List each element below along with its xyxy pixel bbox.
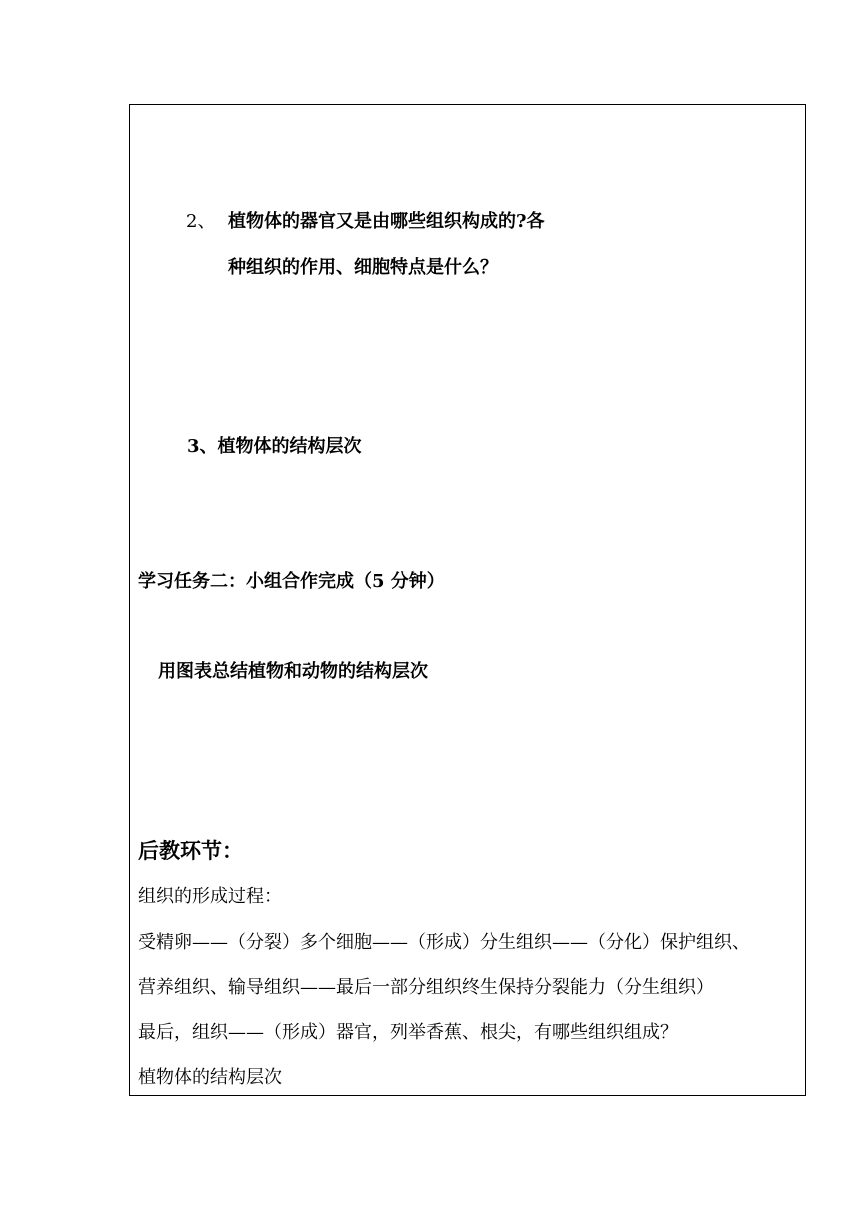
post-line-2: 受精卵——（分裂）多个细胞——（形成）分生组织——（分化）保护组织、 <box>138 932 750 953</box>
question-2-line-1: 植物体的器官又是由哪些组织构成的?各 <box>228 211 545 232</box>
task-2-title: 学习任务二：小组合作完成（5 分钟） <box>138 571 445 592</box>
post-line-4: 最后，组织——（形成）器官，列举香蕉、根尖，有哪些组织组成？ <box>138 1022 678 1043</box>
question-2-line-2: 种组织的作用、细胞特点是什么？ <box>228 257 498 278</box>
post-line-1: 组织的形成过程： <box>138 886 282 907</box>
post-section-heading: 后教环节： <box>138 838 243 863</box>
question-2-number: 2、 <box>186 211 216 232</box>
task-2-instruction: 用图表总结植物和动物的结构层次 <box>158 661 428 682</box>
post-line-5: 植物体的结构层次 <box>138 1067 282 1088</box>
post-line-3: 营养组织、输导组织——最后一部分组织终生保持分裂能力（分生组织） <box>138 977 714 998</box>
question-3: 3、植物体的结构层次 <box>187 436 362 457</box>
